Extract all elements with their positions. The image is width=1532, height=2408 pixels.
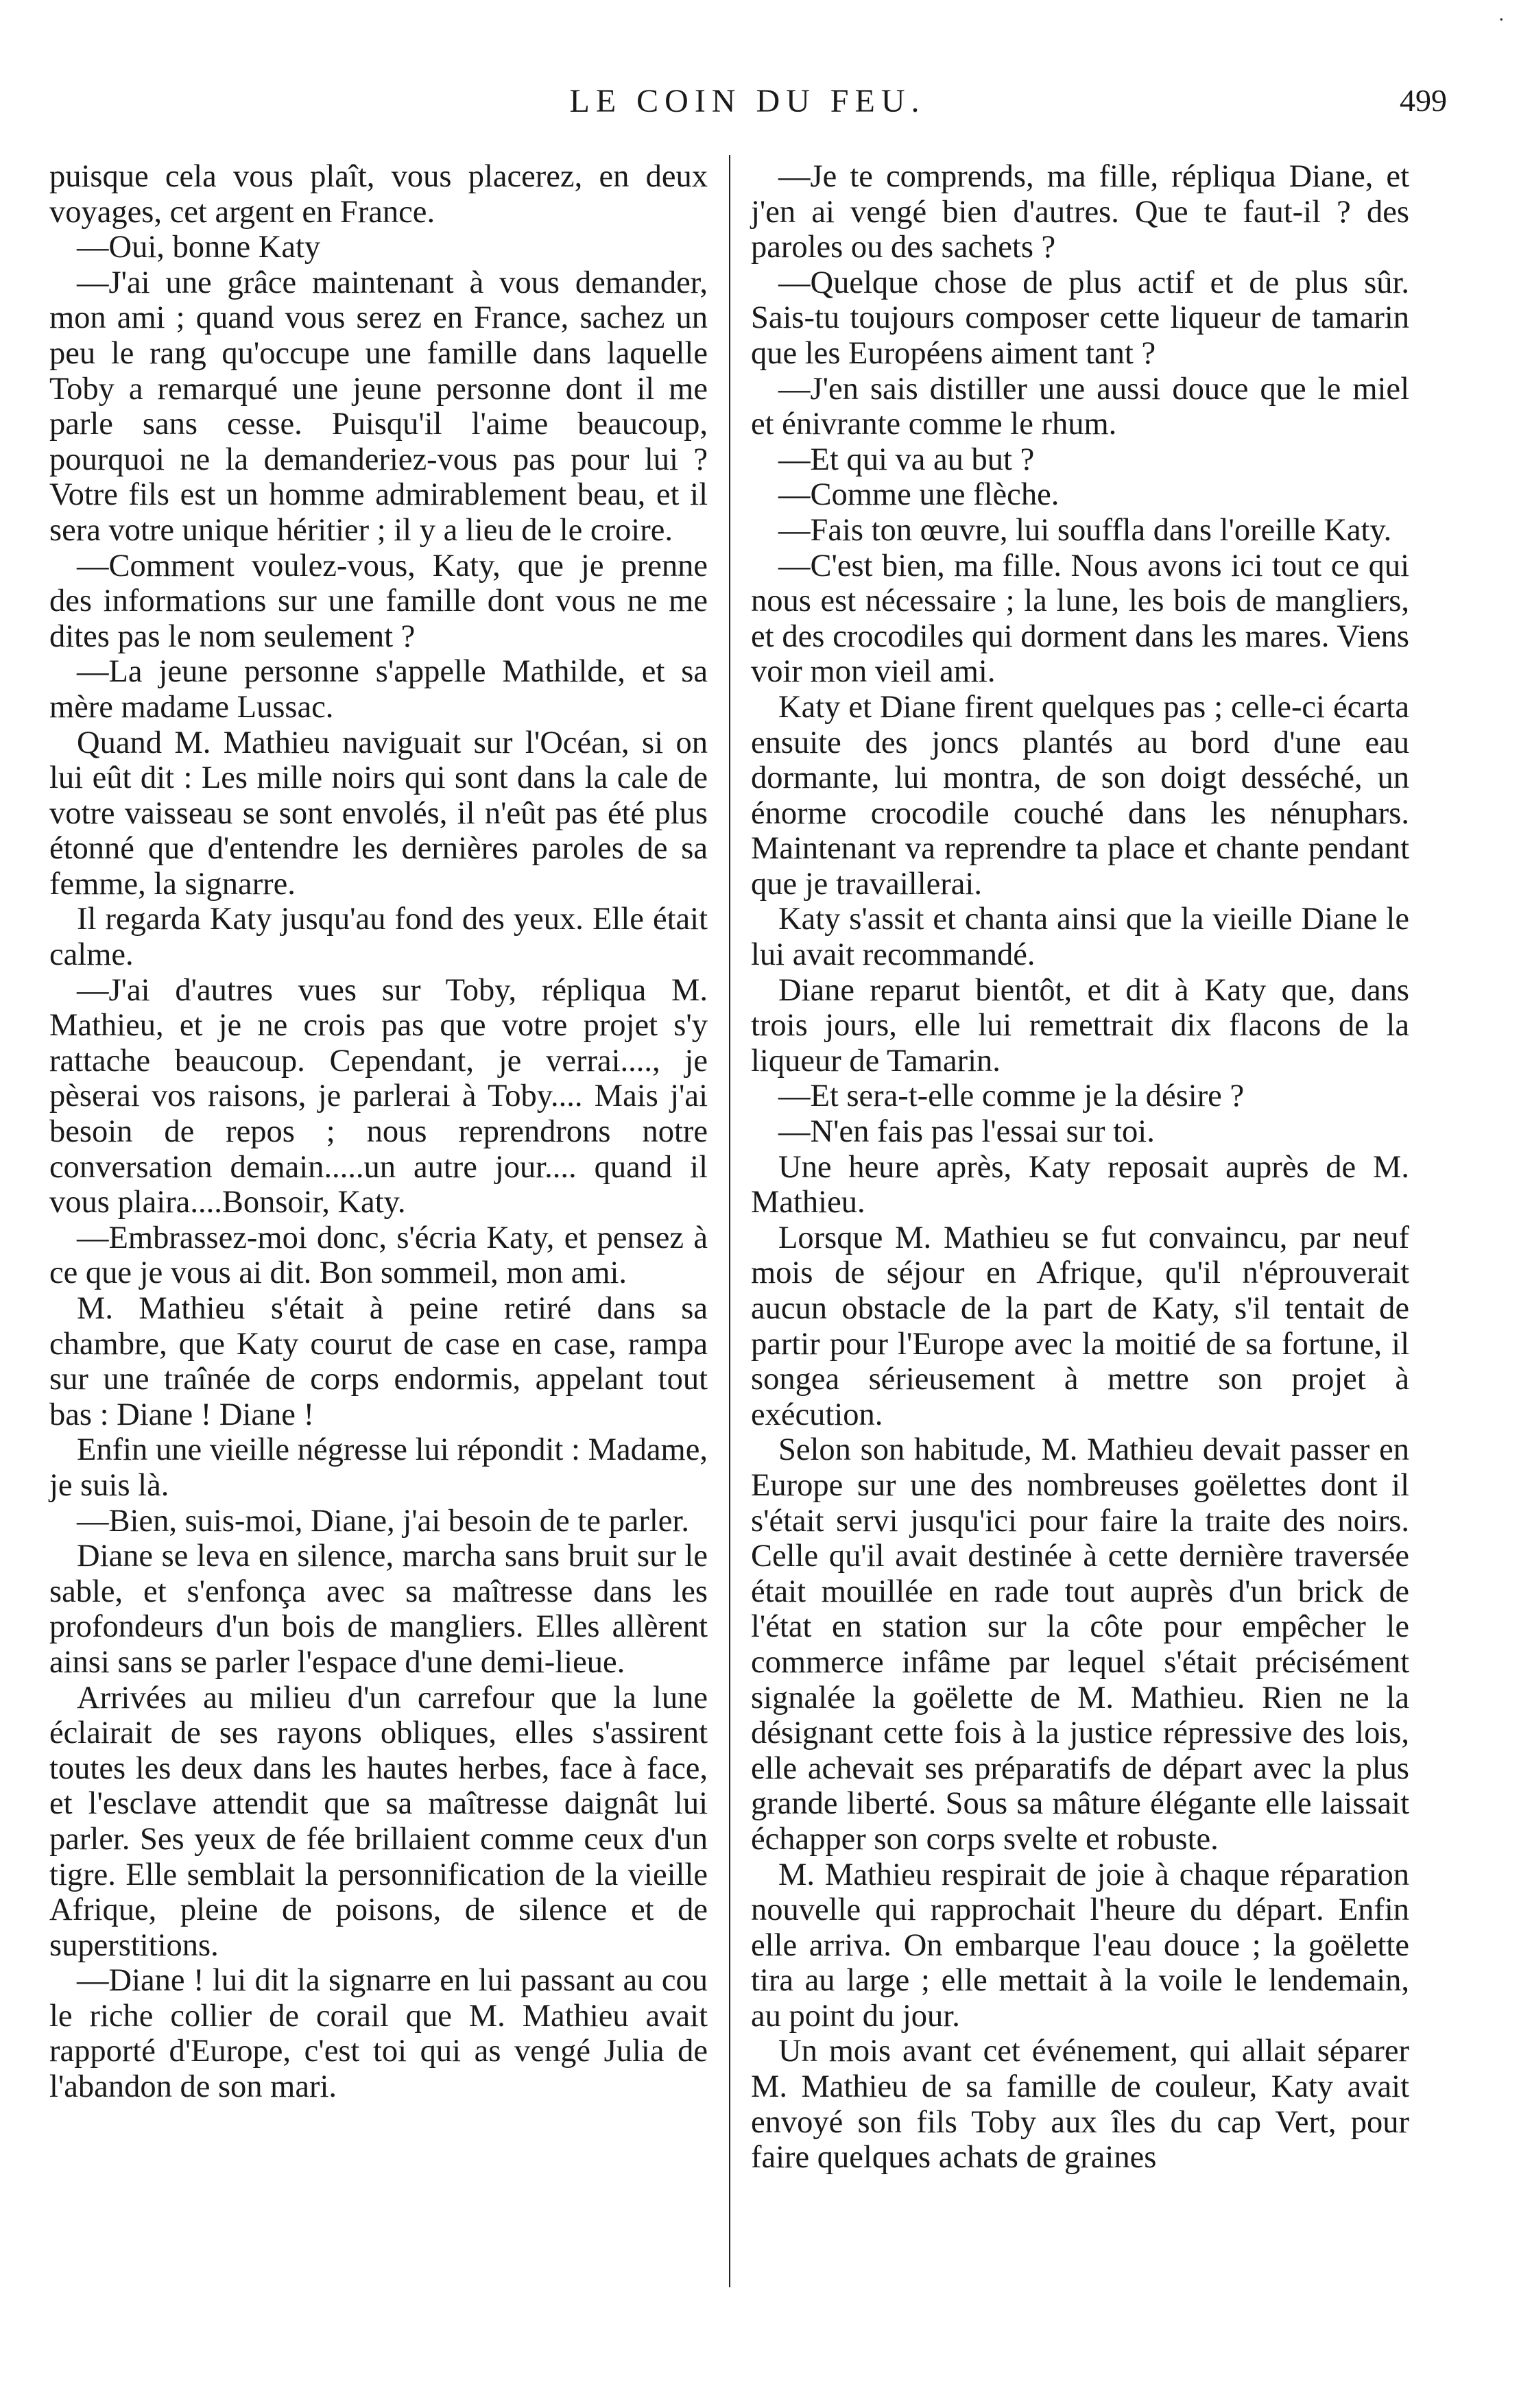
- paragraph: —Fais ton œuvre, lui souffla dans l'oreille Katy.: [778, 512, 1392, 548]
- paragraph: —Comment voulez-vous, Katy, que je prenne des informations sur une famille dont vous ne me dites pas le nom seulement ?: [49, 548, 708, 654]
- paragraph: —C'est bien, ma fille. Nous avons ici tout ce qui nous est nécessaire ; la lune, les bois de mangliers, et des crocodiles qui dorment dans les mares. Viens voir mon vieil ami.: [751, 548, 1409, 690]
- paragraph: Diane se leva en silence, marcha sans bruit sur le sable, et s'enfonça avec sa maîtresse dans les profondeurs d'un bois de mangliers. Elles allèrent ainsi sans se parler l'espace d'une demi-lieue.: [49, 1539, 708, 1680]
- paragraph: Selon son habitude, M. Mathieu devait passer en Europe sur une des nombreuses goëlettes dont il s'était servi jusqu'ici pour faire la traite des noirs. Celle qu'il avait destinée à cette dernière traversée était mouillée en rade tout auprès d'un brick de l'état en station sur la côte pour empêcher le commerce infâme par lequel s'était précisément signalée la goëlette de M. Mathieu. Rien ne la désignant cette fois à la justice répressive des lois, elle achevait ses préparatifs de départ avec la plus grande liberté. Sous sa mâture élégante elle laissait échapper son corps svelte et robuste.: [751, 1432, 1409, 1857]
- paragraph: —J'ai une grâce maintenant à vous demander, mon ami ; quand vous serez en France, sachez un peu le rang qu'occupe une famille dans laquelle Toby a remarqué une jeune personne dont il me parle sans cesse. Puisqu'il l'aime beaucoup, pourquoi ne la demanderiez-vous pas pour lui ? Votre fils est un homme admirablement beau, et il sera votre unique héritier ; il y a lieu de le croire.: [49, 265, 708, 548]
- paragraph: —Et sera-t-elle comme je la désire ?: [778, 1079, 1245, 1114]
- paragraph: —Bien, suis-moi, Diane, j'ai besoin de te parler.: [77, 1503, 689, 1539]
- paragraph: M. Mathieu s'était à peine retiré dans sa chambre, que Katy courut de case en case, rampa sur une traînée de corps endormis, appelant tout bas : Diane ! Diane !: [49, 1291, 708, 1432]
- paragraph: —N'en fais pas l'essai sur toi.: [778, 1114, 1155, 1150]
- paragraph: —Embrassez-moi donc, s'écria Katy, et pensez à ce que je vous ai dit. Bon sommeil, mon ami.: [49, 1220, 708, 1291]
- paragraph: Arrivées au milieu d'un carrefour que la lune éclairait de ses rayons obliques, elles s'assirent toutes les deux dans les hautes herbes, face à face, et l'esclave attendit que sa maîtresse daignât lui parler. Ses yeux de fée brillaient comme ceux d'un tigre. Elle semblait la personnification de la vieille Afrique, pleine de poisons, de silence et de superstitions.: [49, 1680, 708, 1963]
- paragraph: —Diane ! lui dit la signarre en lui passant au cou le riche collier de corail que M. Mathieu avait rapporté d'Europe, c'est toi qui as vengé Julia de l'abandon de son mari.: [49, 1963, 708, 2105]
- paragraph: Il regarda Katy jusqu'au fond des yeux. Elle était calme.: [49, 902, 708, 973]
- paragraph: —J'ai d'autres vues sur Toby, répliqua M. Mathieu, et je ne crois pas que votre projet s'y rattache beaucoup. Cependant, je verrai...., je pèserai vos raisons, je parlerai à Toby.... Mais j'ai besoin de repos ; nous reprendrons notre conversation demain.....un autre jour.... quand il vous plaira....Bonsoir, Katy.: [49, 972, 708, 1220]
- paragraph: Enfin une vieille négresse lui répondit : Madame, je suis là.: [49, 1432, 708, 1503]
- corner-mark: ·: [1498, 10, 1505, 31]
- paragraph: Katy s'assit et chanta ainsi que la vieille Diane le lui avait recommandé.: [751, 902, 1409, 973]
- page-number: 499: [1400, 83, 1447, 118]
- paragraph: Diane reparut bientôt, et dit à Katy que, dans trois jours, elle lui remettrait dix flacons de la liqueur de Tamarin.: [751, 972, 1409, 1079]
- paragraph: Quand M. Mathieu naviguait sur l'Océan, si on lui eût dit : Les mille noirs qui sont dans la cale de votre vaisseau se sont envolés, il n'eût pas été plus étonné que d'entendre les dernières paroles de sa femme, la signarre.: [49, 725, 708, 902]
- column-divider: [729, 155, 730, 2287]
- paragraph: —Quelque chose de plus actif et de plus sûr. Sais-tu toujours composer cette liqueur de tamarin que les Européens aiment tant ?: [751, 265, 1409, 371]
- paragraph: —Comme une flèche.: [778, 477, 1060, 513]
- paragraph: —Je te comprends, ma fille, répliqua Diane, et j'en ai vengé bien d'autres. Que te faut-il ? des paroles ou des sachets ?: [751, 159, 1409, 265]
- paragraph: M. Mathieu respirait de joie à chaque réparation nouvelle qui rapprochait l'heure du départ. Enfin elle arriva. On embarque l'eau douce ; la goëlette tira au large ; elle mettait à la voile le lendemain, au point du jour.: [751, 1857, 1409, 2034]
- page-header: [48, 82, 1447, 130]
- paragraph: —La jeune personne s'appelle Mathilde, et sa mère madame Lussac.: [49, 654, 708, 725]
- paragraph: Katy et Diane firent quelques pas ; celle-ci écarta ensuite des joncs plantés au bord d'une eau dormante, lui montra, de son doigt desséché, un énorme crocodile couché dans les nénuphars. Maintenant va reprendre ta place et chante pendant que je travaillerai.: [751, 689, 1409, 902]
- paragraph: Lorsque M. Mathieu se fut convaincu, par neuf mois de séjour en Afrique, qu'il n'éprouverait aucun obstacle de la part de Katy, s'il tentait de partir pour l'Europe avec la moitié de sa fortune, il songea sérieusement à mettre son projet à exécution.: [751, 1220, 1409, 1432]
- right-column: [751, 159, 1409, 2374]
- paragraph: —J'en sais distiller une aussi douce que le miel et énivrante comme le rhum.: [751, 371, 1409, 442]
- paragraph: —Oui, bonne Katy: [77, 230, 321, 265]
- left-column: [49, 159, 708, 2374]
- paragraph: Un mois avant cet événement, qui allait séparer M. Mathieu de sa famille de couleur, Katy avait envoyé son fils Toby aux îles du cap Vert, pour faire quelques achats de graines: [751, 2034, 1409, 2176]
- paragraph: Une heure après, Katy reposait auprès de M. Mathieu.: [751, 1149, 1409, 1220]
- paragraph: —Et qui va au but ?: [778, 442, 1035, 477]
- running-title: LE COIN DU FEU.: [569, 83, 926, 119]
- paragraph: puisque cela vous plaît, vous placerez, en deux voyages, cet argent en France.: [49, 159, 708, 230]
